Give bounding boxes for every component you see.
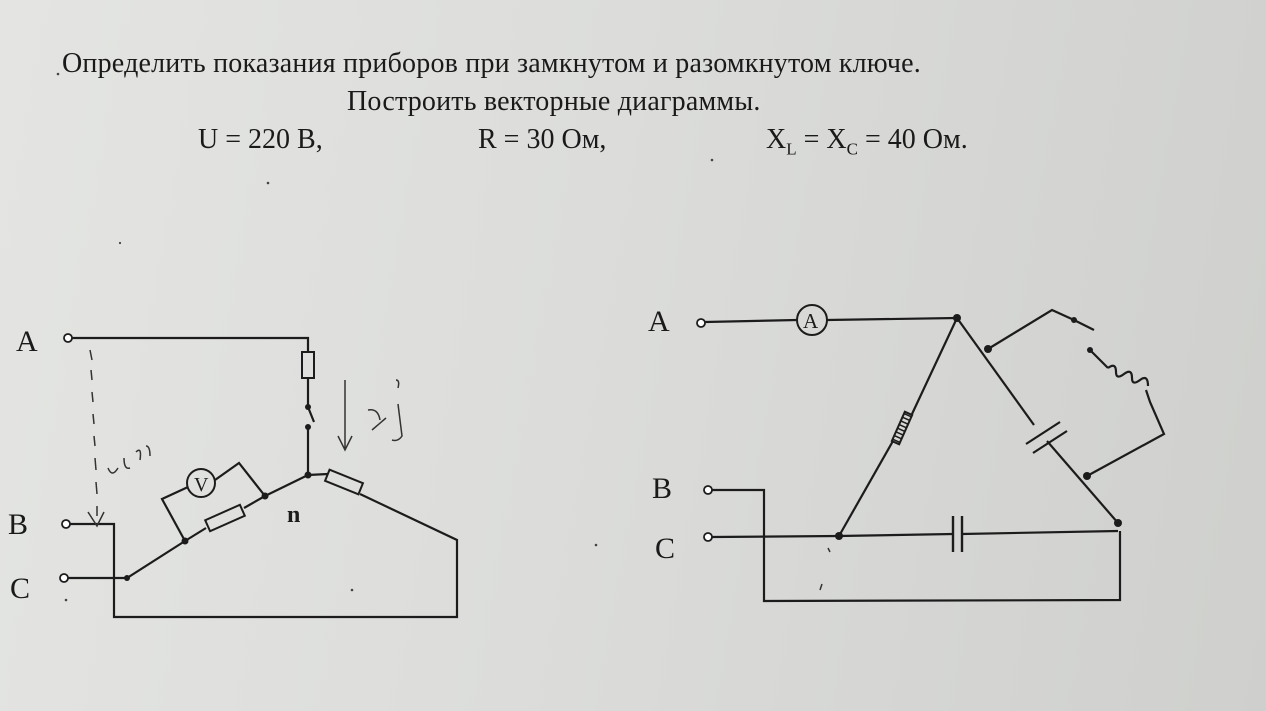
wire-ac-lower <box>1047 441 1118 523</box>
capacitor-ac-plate1 <box>1026 422 1060 444</box>
resistor-b <box>325 470 363 495</box>
given-resistance: R = 30 Ом, <box>478 124 607 155</box>
inductor-icon <box>1108 366 1148 386</box>
wire-c-resistor <box>185 528 206 541</box>
reactance-equals-xc: = X <box>796 124 847 155</box>
wire-inductor-return <box>1087 390 1164 476</box>
wire-a-to-ammeter <box>705 320 797 322</box>
reactance-value: = 40 Ом. <box>857 124 968 155</box>
right-terminal-b <box>704 486 712 494</box>
pencil-note-ufa <box>108 446 150 473</box>
coil-ab <box>892 412 912 444</box>
reactance-symbol-xl: X <box>766 124 787 155</box>
wire-ac-upper <box>957 318 1034 425</box>
wire-bc-right <box>962 531 1118 534</box>
switch-blade <box>308 407 314 422</box>
right-terminal-b-label: B <box>652 472 673 505</box>
pencil-dashed-line <box>90 350 97 516</box>
resistor-c <box>205 505 245 531</box>
right-delta-circuit <box>697 305 1164 601</box>
wire-ab-upper <box>912 318 957 414</box>
wire-switch-feed <box>988 310 1074 349</box>
left-terminal-c <box>60 574 68 582</box>
wire-c-neutral <box>265 475 308 496</box>
pencil-current-arrow <box>338 380 352 450</box>
switch2-blade <box>1074 320 1094 330</box>
left-terminal-a <box>64 334 72 342</box>
node-c <box>124 575 130 581</box>
voltmeter-lead-right <box>215 463 265 496</box>
wire-b-loop <box>712 490 1120 601</box>
node-branch-bottom <box>1083 472 1091 480</box>
wire-b-neutral <box>308 474 328 475</box>
neutral-node-label: n <box>287 502 301 528</box>
wire-ab-lower <box>839 441 893 536</box>
left-terminal-b-label: B <box>8 508 29 541</box>
wire-c <box>68 541 185 578</box>
subscript-c: C <box>846 139 858 159</box>
wire-ammeter-to-node-a <box>827 318 957 320</box>
ammeter-symbol: A <box>803 309 819 333</box>
left-terminal-a-label: A <box>16 325 38 358</box>
wire-a <box>72 338 308 352</box>
wire-c-to-node <box>244 496 265 508</box>
voltmeter-lead-left <box>162 487 188 541</box>
subscript-l: L <box>786 139 797 159</box>
left-star-circuit <box>60 334 457 617</box>
voltmeter-symbol: V <box>194 474 209 496</box>
right-terminal-c-label: C <box>655 532 676 565</box>
pencil-marks <box>820 548 830 590</box>
wire-c-to-node <box>712 536 839 537</box>
capacitor-ac-plate2 <box>1033 431 1067 453</box>
left-terminal-b <box>62 520 70 528</box>
left-terminal-c-label: C <box>10 572 31 605</box>
problem-statement-line2: Построить векторные диаграммы. <box>347 86 761 117</box>
node-b <box>1114 519 1122 527</box>
right-terminal-c <box>704 533 712 541</box>
problem-statement-line1: Определить показания приборов при замкнутом и разомкнутом ключе. <box>62 48 921 79</box>
wire-switch-inductor <box>1090 350 1108 368</box>
right-terminal-a <box>697 319 705 327</box>
wire-bc-left <box>839 534 953 536</box>
wire-b-loop <box>70 494 457 617</box>
pencil-note-ia <box>368 380 402 441</box>
given-voltage: U = 220 В, <box>198 124 323 155</box>
resistor-a <box>302 352 314 378</box>
right-terminal-a-label: A <box>648 305 670 338</box>
